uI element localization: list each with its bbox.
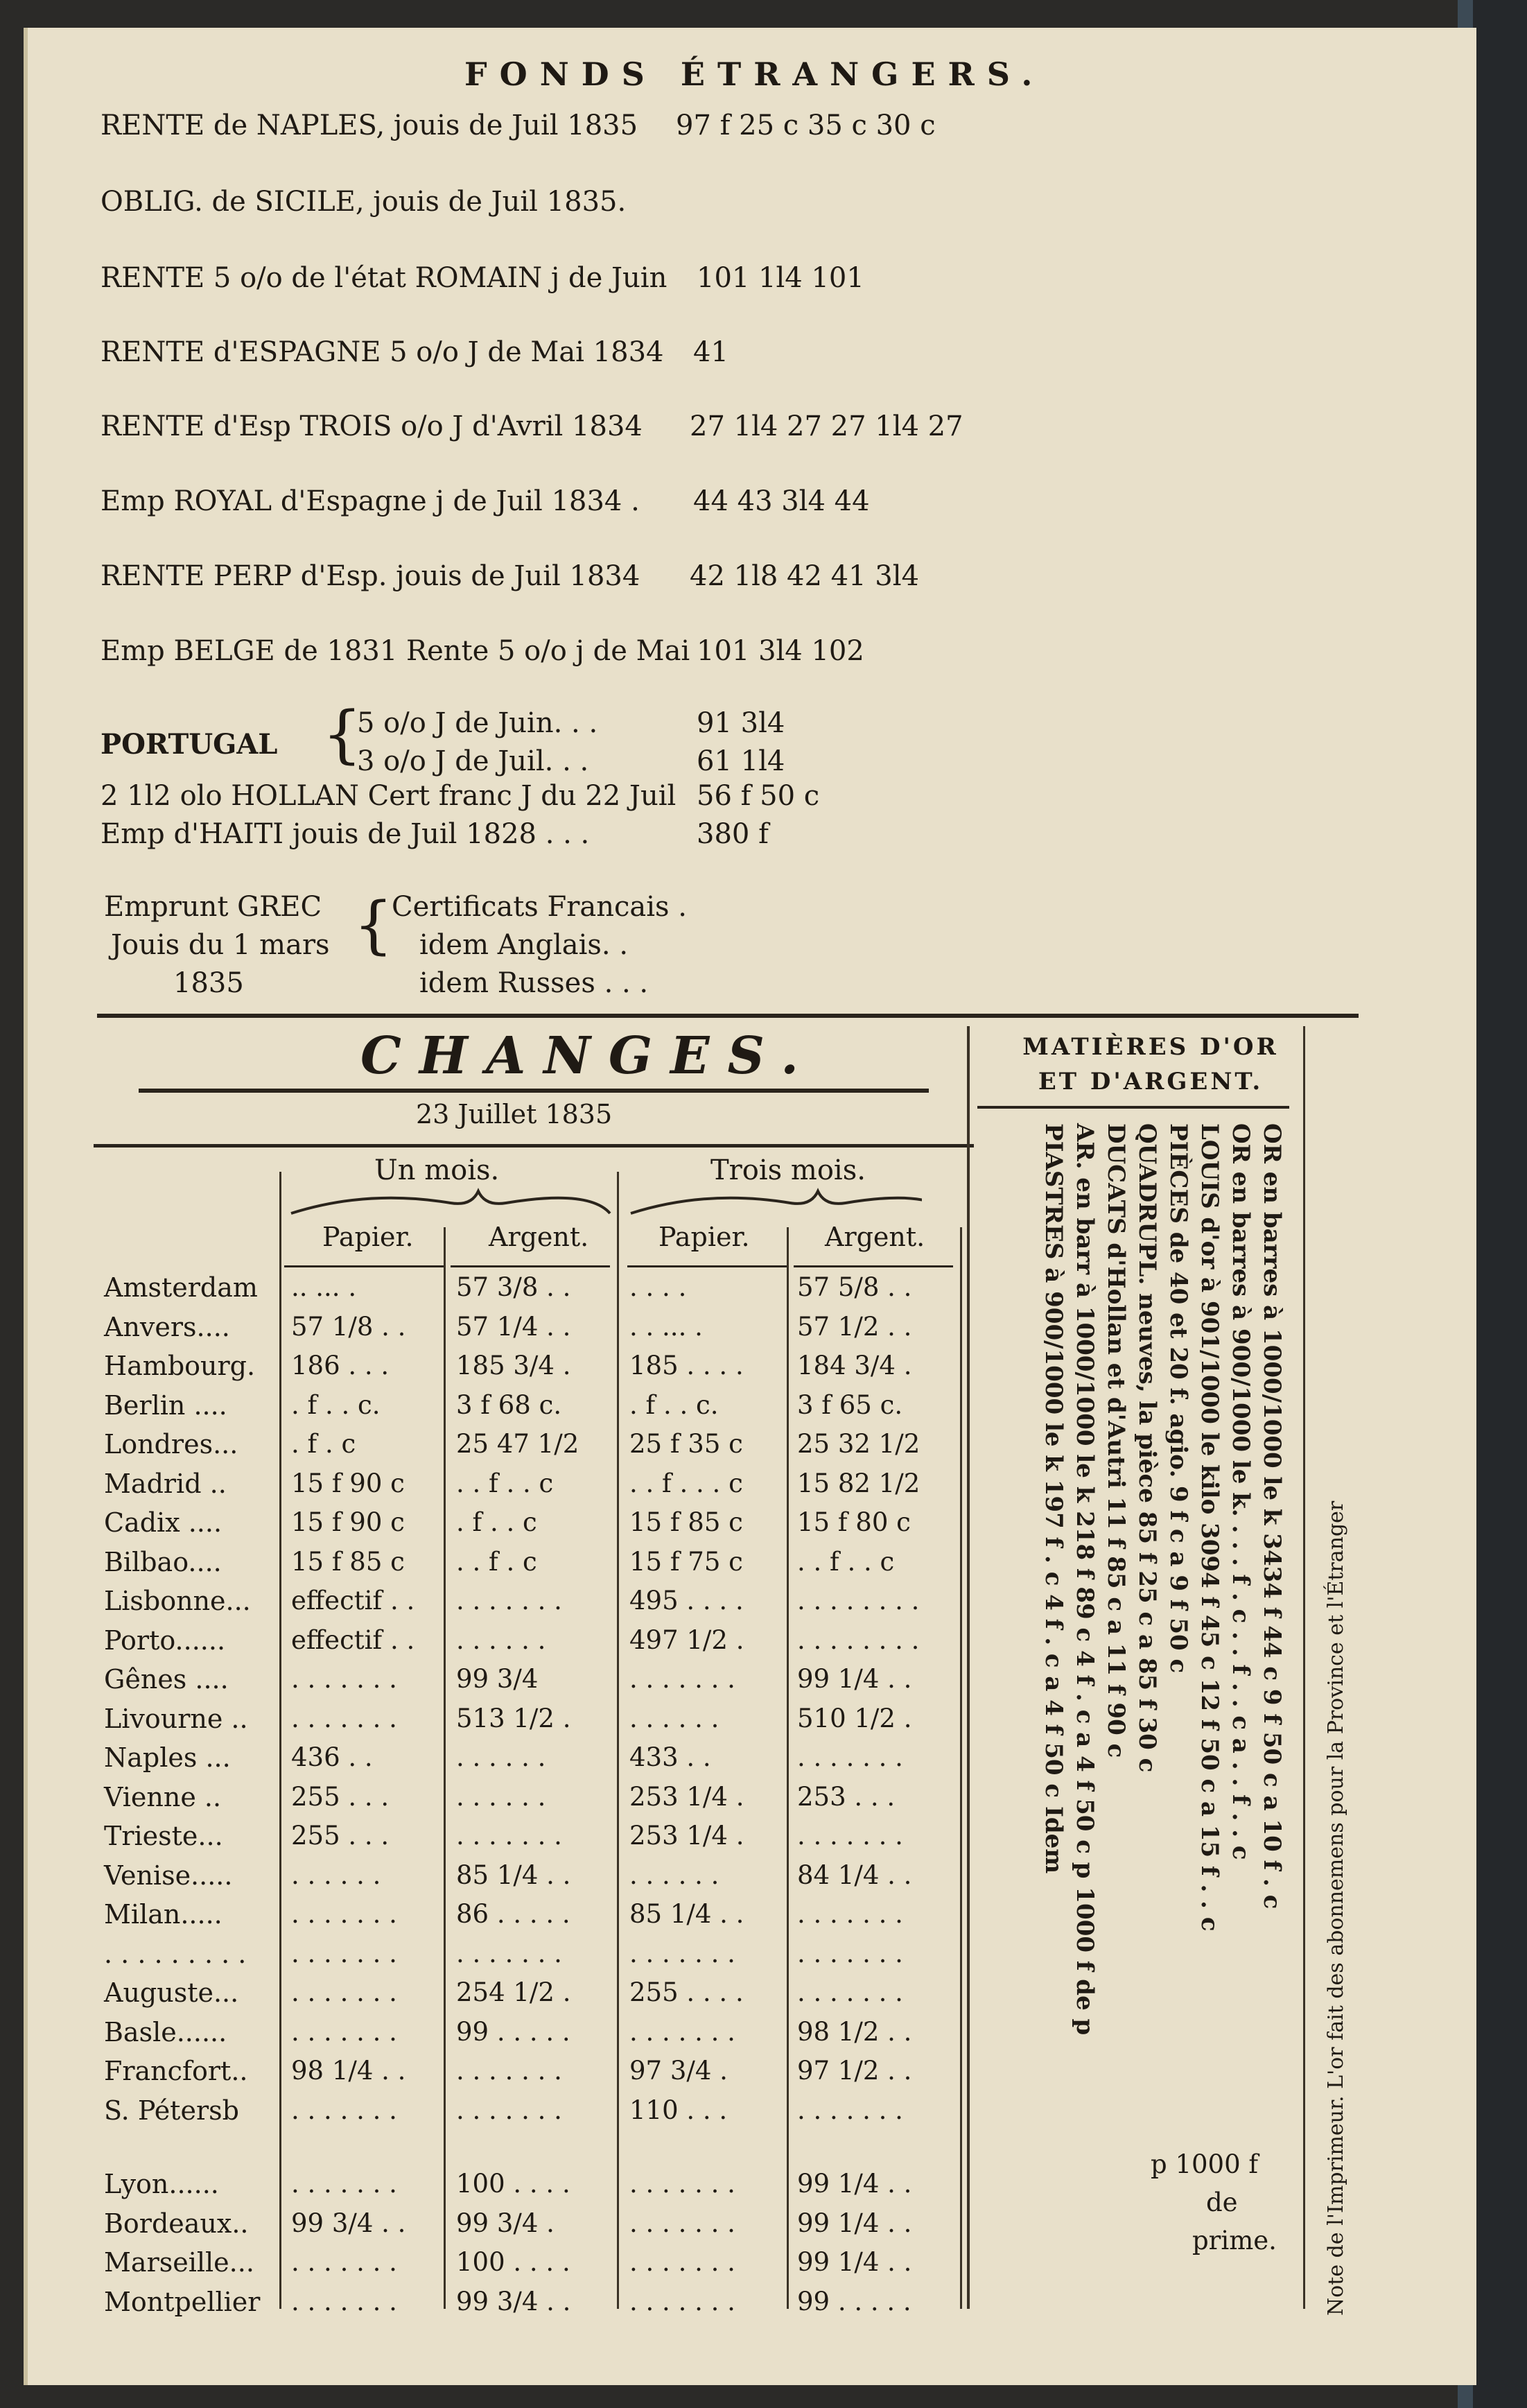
changes-city: Vienne ..	[104, 1781, 222, 1812]
grec-left-2: Jouis du 1 mars	[111, 929, 330, 961]
changes-cell-a3: . . . . . . .	[797, 1742, 903, 1772]
changes-city: Milan.....	[104, 1899, 222, 1930]
changes-city: Cadix ....	[104, 1507, 222, 1538]
changes-city: Hambourg.	[104, 1351, 256, 1381]
grec-right-2: idem Anglais. .	[419, 929, 629, 961]
changes-cell-p1: 436 . .	[291, 1742, 373, 1772]
changes-cell-p1: 98 1/4 . .	[291, 2056, 406, 2086]
changes-cell-p1: . . . . . . .	[291, 1938, 397, 1968]
fonds-row-label: RENTE de NAPLES, jouis de Juil 1835	[101, 110, 638, 141]
changes-cell-a3: . . . . . . .	[797, 1821, 903, 1851]
changes-cell-p1: effectif . .	[291, 1625, 415, 1655]
matieres-line: OR en barres à 900/1000 le k. . . . f . c . . f . . c a . . f . . c	[1227, 1123, 1255, 1860]
changes-cell-p3: . f . . c.	[629, 1389, 719, 1420]
changes-cell-p3: . . . . . . .	[629, 1938, 735, 1968]
changes-cell-a1: 99 3/4 .	[456, 2208, 555, 2238]
changes-cell-p1: effectif . .	[291, 1586, 415, 1616]
brace-glyph: {	[354, 889, 394, 962]
fonds-row-value: 97 f 25 c 35 c 30 c	[676, 110, 936, 141]
changes-cell-a3: 3 f 65 c.	[797, 1389, 903, 1420]
changes-cell-p1: 15 f 85 c	[291, 1546, 405, 1577]
changes-cell-a1: 86 . . . . .	[456, 1899, 570, 1929]
changes-cell-a1: . . . . . . .	[456, 1938, 562, 1968]
changes-cell-p3: . . . . . . .	[629, 2208, 735, 2238]
changes-cell-p3: . . . .	[629, 1272, 687, 1302]
changes-cell-a1: 57 1/4 . .	[456, 1311, 571, 1342]
column-rule	[787, 1227, 789, 2309]
changes-cell-a1: 99 3/4	[456, 1664, 539, 1694]
fonds-title: FONDS ÉTRANGERS.	[464, 55, 1045, 93]
changes-city: Berlin ....	[104, 1389, 227, 1421]
fonds-row-value: 44 43 3l4 44	[693, 485, 870, 517]
argent-heading-3: Argent.	[825, 1222, 925, 1252]
changes-rule	[94, 1144, 974, 1147]
changes-cell-p1: . . . . . . .	[291, 2016, 397, 2047]
changes-cell-a1: 85 1/4 . .	[456, 1860, 571, 1890]
changes-city: Bordeaux..	[104, 2208, 249, 2239]
fonds-row-value: 101 1l4 101	[697, 262, 864, 294]
matieres-rule	[967, 1026, 970, 2309]
changes-city: Basle......	[104, 2016, 227, 2047]
changes-city: Marseille...	[104, 2247, 254, 2278]
changes-city: Bilbao....	[104, 1546, 222, 1577]
changes-cell-a3: 15 82 1/2	[797, 1468, 920, 1498]
changes-cell-p3: 433 . .	[629, 1742, 711, 1772]
matieres-line: QUADRUPL. neuves, la pièce 85 f 25 c a 85 f 30 c	[1133, 1123, 1161, 1773]
col-underline	[794, 1265, 953, 1267]
changes-cell-p3: 185 . . . .	[629, 1351, 744, 1380]
changes-cell-p1: . . . . . . .	[291, 2247, 397, 2277]
changes-cell-a1: 99 . . . . .	[456, 2016, 570, 2047]
changes-city: Amsterdam	[104, 1272, 258, 1303]
changes-city: Naples ...	[104, 1742, 231, 1773]
changes-cell-p1: . . . . . . .	[291, 2095, 397, 2125]
changes-cell-a1: 99 3/4 . .	[456, 2286, 571, 2316]
hollan-label: 2 1l2 olo HOLLAN Cert franc J du 22 Juil	[101, 780, 677, 812]
changes-cell-a1: . . . . . .	[456, 1625, 546, 1655]
hollan-value: 56 f 50 c	[697, 780, 820, 812]
changes-cell-a3: 99 1/4 . .	[797, 2247, 912, 2277]
changes-cell-a1: . . . . . . .	[456, 2095, 562, 2125]
matieres-title-1: MATIÈRES D'OR	[1022, 1033, 1279, 1061]
fonds-row-value: 42 1l8 42 41 3l4	[690, 560, 919, 592]
fonds-row-label: RENTE 5 o/o de l'état ROMAIN j de Juin	[101, 262, 667, 294]
matieres-line: LOUIS d'or à 901/1000 le kilo 3094 f 45 c 12 f 50 c a 15 f . . c	[1196, 1123, 1223, 1932]
matieres-line: PIÈCES de 40 et 20 f. agio. 9 f c a 9 f 50 c	[1164, 1123, 1192, 1674]
changes-cell-a3: . . . . . . . .	[797, 1586, 920, 1616]
changes-cell-a3: . . . . . . .	[797, 2095, 903, 2125]
changes-cell-a3: . . f . . c	[797, 1546, 895, 1577]
changes-cell-a3: 57 1/2 . .	[797, 1311, 912, 1342]
changes-city: Auguste...	[104, 1977, 239, 2008]
changes-cell-p1: . . . . . . .	[291, 1703, 397, 1733]
changes-cell-p3: 110 . . .	[629, 2095, 728, 2125]
portugal-value-1: 91 3l4	[697, 707, 785, 739]
changes-city: Montpellier	[104, 2286, 261, 2317]
col-underline	[451, 1265, 610, 1267]
changes-cell-a3: 25 32 1/2	[797, 1429, 920, 1459]
column-braces	[284, 1186, 922, 1220]
matieres-rule-h	[977, 1106, 1289, 1109]
changes-cell-a1: 100 . . . .	[456, 2169, 570, 2199]
changes-cell-a3: 57 5/8 . .	[797, 1272, 912, 1302]
changes-cell-a3: 510 1/2 .	[797, 1703, 912, 1733]
portugal-label: PORTUGAL	[101, 728, 278, 761]
fonds-row-label: Emp BELGE de 1831 Rente 5 o/o j de Mai	[101, 635, 690, 667]
changes-city: Porto......	[104, 1625, 226, 1656]
changes-cell-a3: 99 1/4 . .	[797, 2208, 912, 2238]
changes-cell-p3: . . . . . . .	[629, 2247, 735, 2277]
changes-cell-p3: 253 1/4 .	[629, 1821, 744, 1851]
matieres-prime: prime.	[1192, 2226, 1277, 2255]
papier-heading-1: Papier.	[322, 1222, 414, 1252]
changes-cell-p1: 15 f 90 c	[291, 1468, 405, 1498]
matieres-line: OR en barres à 1000/1000 le k 3434 f 44 c 9 f 50 c a 10 f . c	[1258, 1123, 1286, 1909]
portugal-line-1: 5 o/o J de Juin. . .	[357, 707, 598, 739]
changes-cell-a3: 97 1/2 . .	[797, 2056, 912, 2086]
changes-city: . . . . . . . . .	[104, 1938, 247, 1969]
changes-cell-p1: 255 . . .	[291, 1821, 390, 1851]
changes-cell-a1: 25 47 1/2	[456, 1429, 579, 1459]
changes-cell-p1: 15 f 90 c	[291, 1507, 405, 1537]
changes-cell-a1: 100 . . . .	[456, 2247, 570, 2277]
column-rule	[960, 1227, 962, 2309]
changes-cell-p3: . . . . . .	[629, 1860, 719, 1890]
changes-cell-a1: . . f . c	[456, 1546, 537, 1577]
changes-cell-p1: 57 1/8 . .	[291, 1311, 406, 1342]
changes-cell-a1: 57 3/8 . .	[456, 1272, 571, 1302]
changes-cell-p3: . . . . . .	[629, 1703, 719, 1733]
grec-left-1: Emprunt GREC	[104, 891, 322, 923]
changes-title: CHANGES.	[360, 1026, 817, 1086]
grec-right-3: idem Russes . . .	[419, 967, 649, 999]
changes-cell-p3: 253 1/4 .	[629, 1781, 744, 1812]
changes-cell-a3: 84 1/4 . .	[797, 1860, 912, 1890]
matieres-line: AR. en barr à 1000/1000 le k 218 f 89 c 4 f . c a 4 f 50 c p 1000 f de p	[1071, 1123, 1099, 2036]
fonds-row-label: RENTE PERP d'Esp. jouis de Juil 1834	[101, 560, 640, 592]
changes-cell-p3: 497 1/2 .	[629, 1625, 744, 1655]
portugal-line-2: 3 o/o J de Juil. . .	[357, 745, 589, 777]
changes-cell-a1: . . . . . . .	[456, 1821, 562, 1851]
fonds-row-value: 101 3l4 102	[697, 635, 864, 667]
col-underline	[627, 1265, 787, 1267]
changes-cell-p1: 99 3/4 . .	[291, 2208, 406, 2238]
haiti-label: Emp d'HAITI jouis de Juil 1828 . . .	[101, 818, 590, 850]
changes-city: Lisbonne...	[104, 1586, 251, 1616]
changes-rule	[139, 1089, 929, 1093]
argent-heading-1: Argent.	[489, 1222, 589, 1252]
grec-left-3: 1835	[173, 967, 244, 999]
changes-cell-a1: . . . . . . .	[456, 2056, 562, 2086]
papier-heading-3: Papier.	[658, 1222, 750, 1252]
trois-mois-heading: Trois mois.	[710, 1154, 866, 1186]
changes-cell-a3: . . . . . . .	[797, 1899, 903, 1929]
changes-cell-p1: . f . c	[291, 1429, 356, 1459]
changes-cell-p3: 15 f 75 c	[629, 1546, 743, 1577]
changes-cell-p3: 15 f 85 c	[629, 1507, 743, 1537]
changes-cell-a1: 3 f 68 c.	[456, 1389, 562, 1420]
changes-cell-a1: . f . . c	[456, 1507, 537, 1537]
fonds-row-value: 27 1l4 27 27 1l4 27	[690, 410, 963, 442]
changes-cell-p3: 97 3/4 .	[629, 2056, 728, 2086]
changes-cell-p1: . . . . . .	[291, 1860, 381, 1890]
matieres-p1000: p 1000 f	[1151, 2149, 1259, 2179]
haiti-value: 380 f	[697, 818, 769, 850]
newspaper-page	[24, 28, 1476, 2385]
changes-cell-p1: 255 . . .	[291, 1781, 390, 1812]
col-underline	[284, 1265, 444, 1267]
changes-city: Anvers....	[104, 1311, 230, 1342]
changes-city: S. Pétersb	[104, 2095, 239, 2126]
imprimeur-note: Note de l'Imprimeur. L'or fait des abonnemens pour la Province et l'Étranger	[1324, 1500, 1348, 2316]
changes-cell-a3: . . . . . . .	[797, 1977, 903, 2007]
changes-date: 23 Juillet 1835	[416, 1099, 613, 1129]
fonds-row-label: RENTE d'Esp TROIS o/o J d'Avril 1834	[101, 410, 643, 442]
column-rule	[279, 1172, 281, 2309]
changes-cell-a3: 98 1/2 . .	[797, 2016, 912, 2047]
portugal-value-2: 61 1l4	[697, 745, 785, 777]
changes-city: Francfort..	[104, 2056, 248, 2086]
changes-cell-p3: . . . . . . .	[629, 2016, 735, 2047]
changes-cell-p1: . . . . . . .	[291, 2286, 397, 2316]
changes-cell-p3: 495 . . . .	[629, 1586, 744, 1616]
changes-cell-p1: . . . . . . .	[291, 1977, 397, 2007]
changes-cell-a1: 513 1/2 .	[456, 1703, 571, 1733]
fonds-row-value: 41	[693, 336, 728, 368]
changes-cell-a3: 99 . . . . .	[797, 2286, 911, 2316]
matieres-title-2: ET D'ARGENT.	[1038, 1068, 1264, 1095]
changes-cell-a1: 185 3/4 .	[456, 1351, 571, 1380]
changes-city: Madrid ..	[104, 1468, 227, 1499]
changes-cell-a1: . . . . . .	[456, 1742, 546, 1772]
changes-cell-p1: .. ... .	[291, 1272, 357, 1302]
changes-cell-a1: . . . . . .	[456, 1781, 546, 1812]
changes-city: Trieste...	[104, 1821, 223, 1851]
matieres-line: DUCATS d'Hollan et d'Autri 11 f 85 c a 11 f 90 c	[1102, 1123, 1130, 1758]
brace-glyph: {	[322, 698, 363, 771]
matieres-line: PIASTRES à 900/1000 le k 197 f . c 4 f . c a 4 f 50 c Idem	[1040, 1123, 1067, 1874]
changes-cell-p3: 85 1/4 . .	[629, 1899, 744, 1929]
note-rule	[1303, 1026, 1305, 2309]
changes-city: Lyon......	[104, 2169, 219, 2199]
fonds-row-label: Emp ROYAL d'Espagne j de Juil 1834 .	[101, 485, 640, 517]
changes-cell-p3: 255 . . . .	[629, 1977, 744, 2007]
changes-city: Gênes ....	[104, 1664, 229, 1695]
fonds-row-label: RENTE d'ESPAGNE 5 o/o J de Mai 1834	[101, 336, 664, 368]
grec-right-1: Certificats Francais .	[392, 891, 687, 923]
changes-cell-a3: 253 . . .	[797, 1781, 896, 1812]
un-mois-heading: Un mois.	[374, 1154, 500, 1186]
changes-cell-p1: 186 . . .	[291, 1351, 390, 1380]
changes-cell-a3: 184 3/4 .	[797, 1351, 912, 1380]
changes-cell-p3: 25 f 35 c	[629, 1429, 743, 1459]
matieres-de: de	[1206, 2188, 1238, 2217]
changes-cell-a3: . . . . . . . .	[797, 1625, 920, 1655]
changes-cell-p1: . . . . . . .	[291, 2169, 397, 2199]
changes-city: Londres...	[104, 1429, 238, 1459]
changes-city: Livourne ..	[104, 1703, 248, 1734]
changes-cell-a3: 15 f 80 c	[797, 1507, 911, 1537]
column-rule	[617, 1172, 619, 2309]
changes-cell-p3: . . ... .	[629, 1311, 703, 1342]
section-divider	[97, 1014, 1359, 1018]
column-rule	[444, 1227, 446, 2309]
changes-cell-p3: . . . . . . .	[629, 2169, 735, 2199]
changes-cell-p1: . . . . . . .	[291, 1664, 397, 1694]
changes-cell-p3: . . f . . . c	[629, 1468, 743, 1498]
changes-cell-a1: . . f . . c	[456, 1468, 554, 1498]
changes-cell-a3: 99 1/4 . .	[797, 2169, 912, 2199]
changes-cell-p1: . . . . . . .	[291, 1899, 397, 1929]
fonds-row-label: OBLIG. de SICILE, jouis de Juil 1835.	[101, 186, 627, 218]
changes-cell-a1: 254 1/2 .	[456, 1977, 571, 2007]
changes-cell-p3: . . . . . . .	[629, 2286, 735, 2316]
changes-cell-p3: . . . . . . .	[629, 1664, 735, 1694]
changes-city: Venise.....	[104, 1860, 233, 1891]
changes-cell-a3: . . . . . . .	[797, 1938, 903, 1968]
changes-cell-a1: . . . . . . .	[456, 1586, 562, 1616]
changes-cell-a3: 99 1/4 . .	[797, 1664, 912, 1694]
changes-cell-p1: . f . . c.	[291, 1389, 381, 1420]
